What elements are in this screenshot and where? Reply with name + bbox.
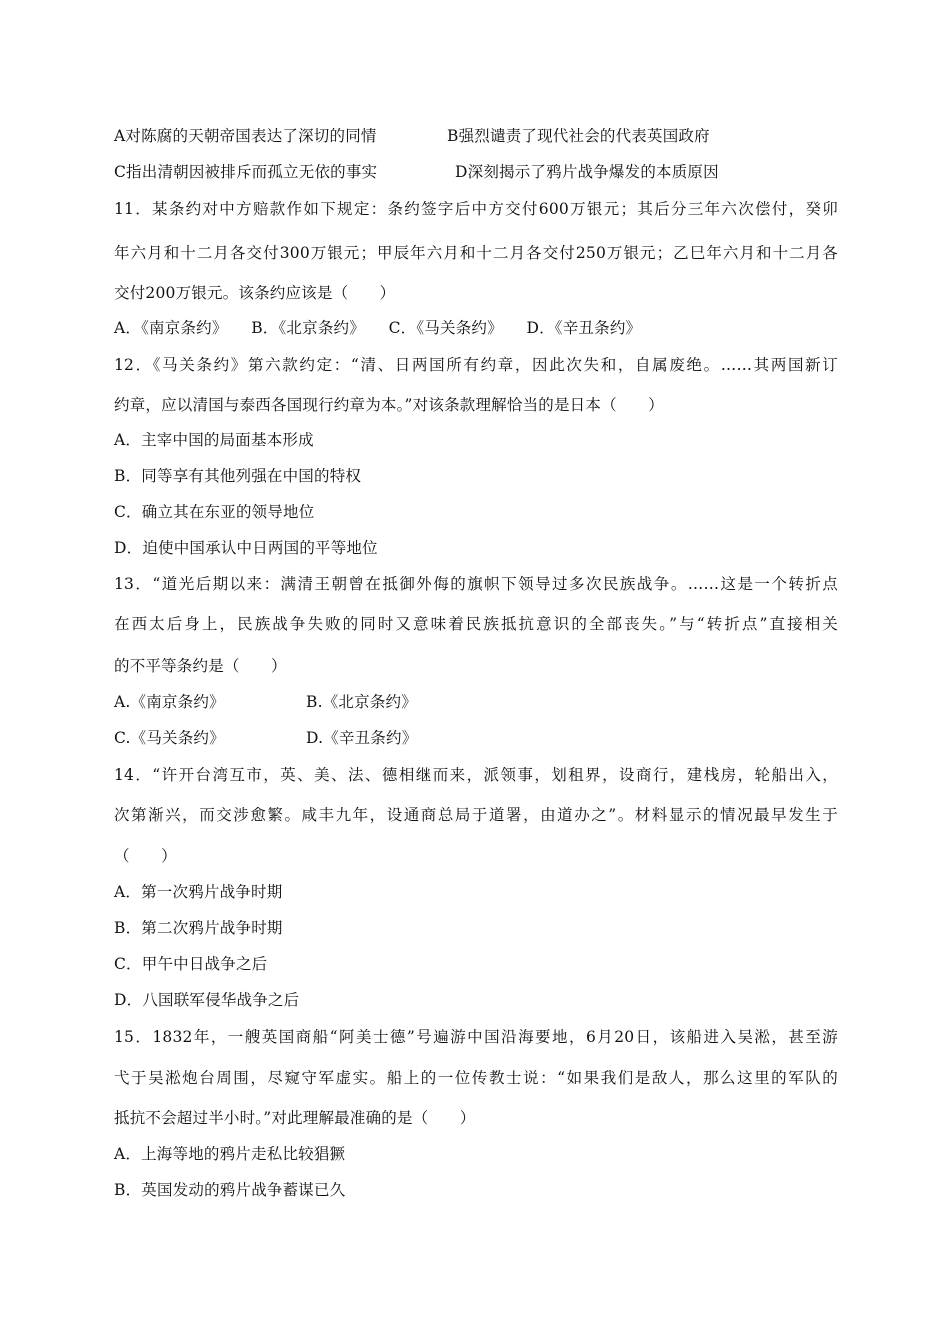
q11-stem-line-1: 11．某条约对中方赔款作如下规定：条约签字后中方交付600万银元；其后分三年六次偿付，癸卯 — [114, 200, 838, 218]
q12-option-b: B．同等享有其他列强在中国的特权 — [114, 467, 362, 485]
q13-stem-line-1: 13．“道光后期以来：满清王朝曾在抵御外侮的旗帜下领导过多次民族战争。……这是一个转折点 — [114, 575, 838, 593]
q15-stem-line-2: 弋于吴淞炮台周围，尽窥守军虚实。船上的一位传教士说：“如果我们是敌人，那么这里的军队的 — [114, 1069, 838, 1087]
q10-option-d: D深刻揭示了鸦片战争爆发的本质原因 — [455, 163, 719, 181]
q14-option-c: C．甲午中日战争之后 — [114, 955, 268, 973]
q13-option-a: A.《南京条约》 — [114, 693, 225, 711]
q11-stem-line-3: 交付200万银元。该条约应该是（ ） — [114, 284, 396, 302]
q15-option-b: B．英国发动的鸦片战争蓄谋已久 — [114, 1181, 346, 1199]
q12-option-d: D．迫使中国承认中日两国的平等地位 — [114, 539, 378, 557]
q12-option-a: A．主宰中国的局面基本形成 — [114, 431, 314, 449]
q14-stem-line-1: 14．“许开台湾互市，英、美、法、德相继而来，派领事，划租界，设商行，建栈房，轮船出入， — [114, 766, 838, 784]
q14-option-d: D．八国联军侵华战争之后 — [114, 991, 300, 1009]
q13-stem-line-2: 在西太后身上，民族战争失败的同时又意味着民族抵抗意识的全部丧失。”与“转折点”直接相关 — [114, 615, 838, 633]
q13-option-d: D.《辛丑条约》 — [306, 729, 418, 747]
q15-stem-line-1: 15．1832年，一艘英国商船“阿美士德”号遍游中国沿海要地，6月20日，该船进入吴淞，甚至游 — [114, 1028, 838, 1046]
q15-option-a: A．上海等地的鸦片走私比较猖獗 — [114, 1145, 346, 1163]
q11-stem-line-2: 年六月和十二月各交付300万银元；甲辰年六月和十二月各交付250万银元；乙巳年六月和十二月各 — [114, 244, 838, 262]
q15-stem-line-3: 抵抗不会超过半小时。”对此理解最准确的是（ ） — [114, 1109, 476, 1127]
q12-option-c: C．确立其在东亚的领导地位 — [114, 503, 315, 521]
q13-option-c: C.《马关条约》 — [114, 729, 225, 747]
q14-stem-line-3: （ ） — [114, 847, 177, 865]
q10-option-b: B强烈谴责了现代社会的代表英国政府 — [447, 127, 710, 145]
q10-option-c: C指出清朝因被排斥而孤立无依的事实 — [114, 163, 378, 181]
q12-stem-line-1: 12．《马关条约》第六款约定：“清、日两国所有约章，因此次失和，自属废绝。……其两国新订 — [114, 356, 838, 374]
q14-option-b: B．第二次鸦片战争时期 — [114, 919, 283, 937]
q10-option-a: A对陈腐的天朝帝国表达了深切的同情 — [114, 127, 377, 145]
q14-option-a: A．第一次鸦片战争时期 — [114, 883, 283, 901]
q13-stem-line-3: 的不平等条约是（ ） — [114, 657, 287, 675]
q14-stem-line-2: 次第渐兴，而交涉愈繁。咸丰九年，设通商总局于道署，由道办之”。材料显示的情况最早发生于 — [114, 806, 838, 824]
q13-option-b: B.《北京条约》 — [306, 693, 417, 711]
q11-options: A．《南京条约》 B．《北京条约》 C．《马关条约》 D．《辛丑条约》 — [114, 319, 642, 337]
q12-stem-line-2: 约章，应以清国与泰西各国现行约章为本。”对该条款理解恰当的是日本（ ） — [114, 396, 664, 414]
